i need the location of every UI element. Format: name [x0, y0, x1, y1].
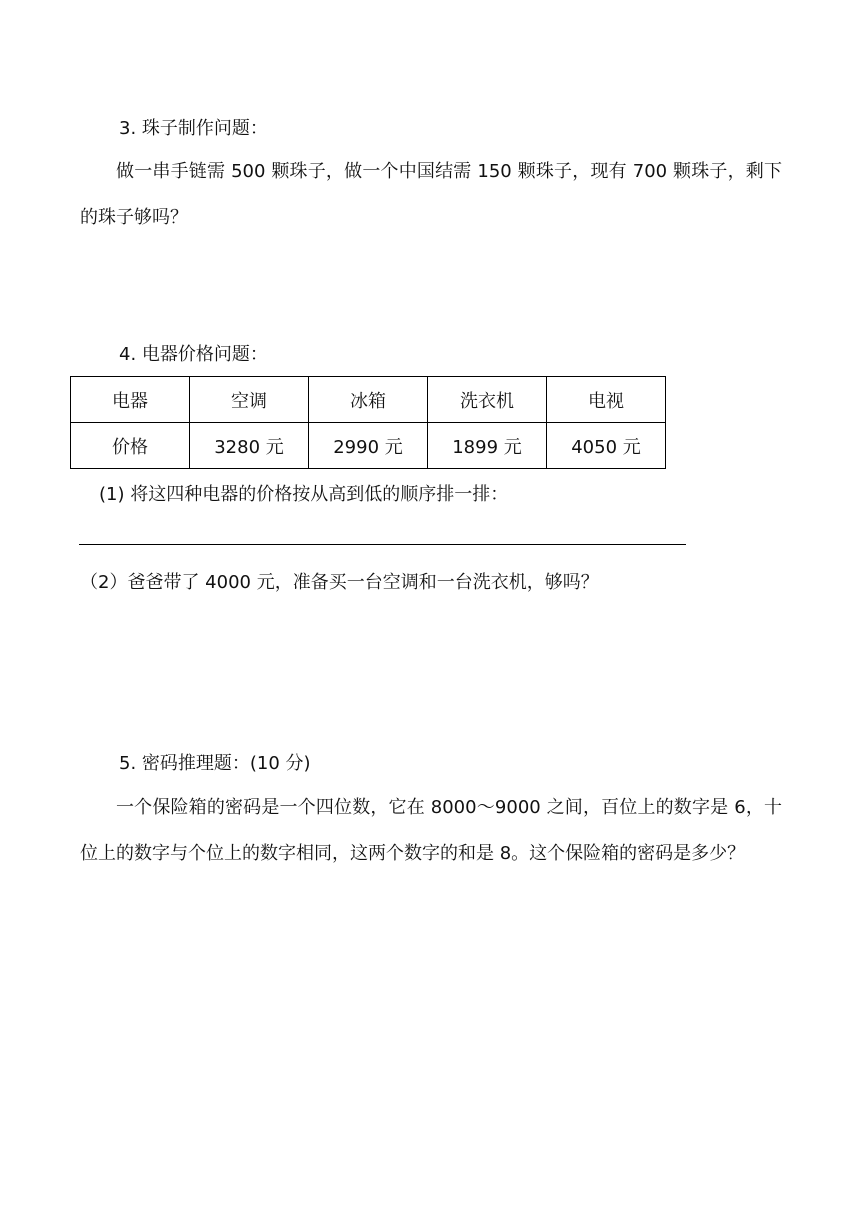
table-cell: 2990 元	[309, 423, 428, 469]
table-header-cell: 冰箱	[309, 377, 428, 423]
question-4-title: 4. 电器价格问题：	[119, 344, 268, 365]
table-cell: 价格	[71, 423, 190, 469]
question-5-text: 一个保险箱的密码是一个四位数，它在 8000～9000 之间，百位上的数字是 6，十位上的数字与个位上的数字相同，这两个数字的和是 8。这个保险箱的密码是多少？	[80, 797, 782, 864]
table-cell: 4050 元	[547, 423, 666, 469]
question-4-part-2: （2）爸爸带了 4000 元，准备买一台空调和一台洗衣机，够吗？	[80, 572, 599, 593]
answer-line	[79, 544, 686, 545]
table-header-cell: 电器	[71, 377, 190, 423]
table-row	[71, 423, 666, 469]
question-5-title: 5. 密码推理题：(10 分)	[119, 753, 311, 774]
table-header-cell: 空调	[190, 377, 309, 423]
question-4-part-1: (1) 将这四种电器的价格按从高到低的顺序排一排：	[99, 484, 509, 505]
table-header-cell: 洗衣机	[428, 377, 547, 423]
table-cell: 1899 元	[428, 423, 547, 469]
question-3-title: 3. 珠子制作问题：	[119, 118, 268, 139]
appliance-price-table	[70, 376, 666, 469]
table-row	[71, 377, 666, 423]
table-header-cell: 电视	[547, 377, 666, 423]
question-3-text: 做一串手链需 500 颗珠子，做一个中国结需 150 颗珠子，现有 700 颗珠子，剩下的珠子够吗？	[80, 161, 782, 228]
table-cell: 3280 元	[190, 423, 309, 469]
